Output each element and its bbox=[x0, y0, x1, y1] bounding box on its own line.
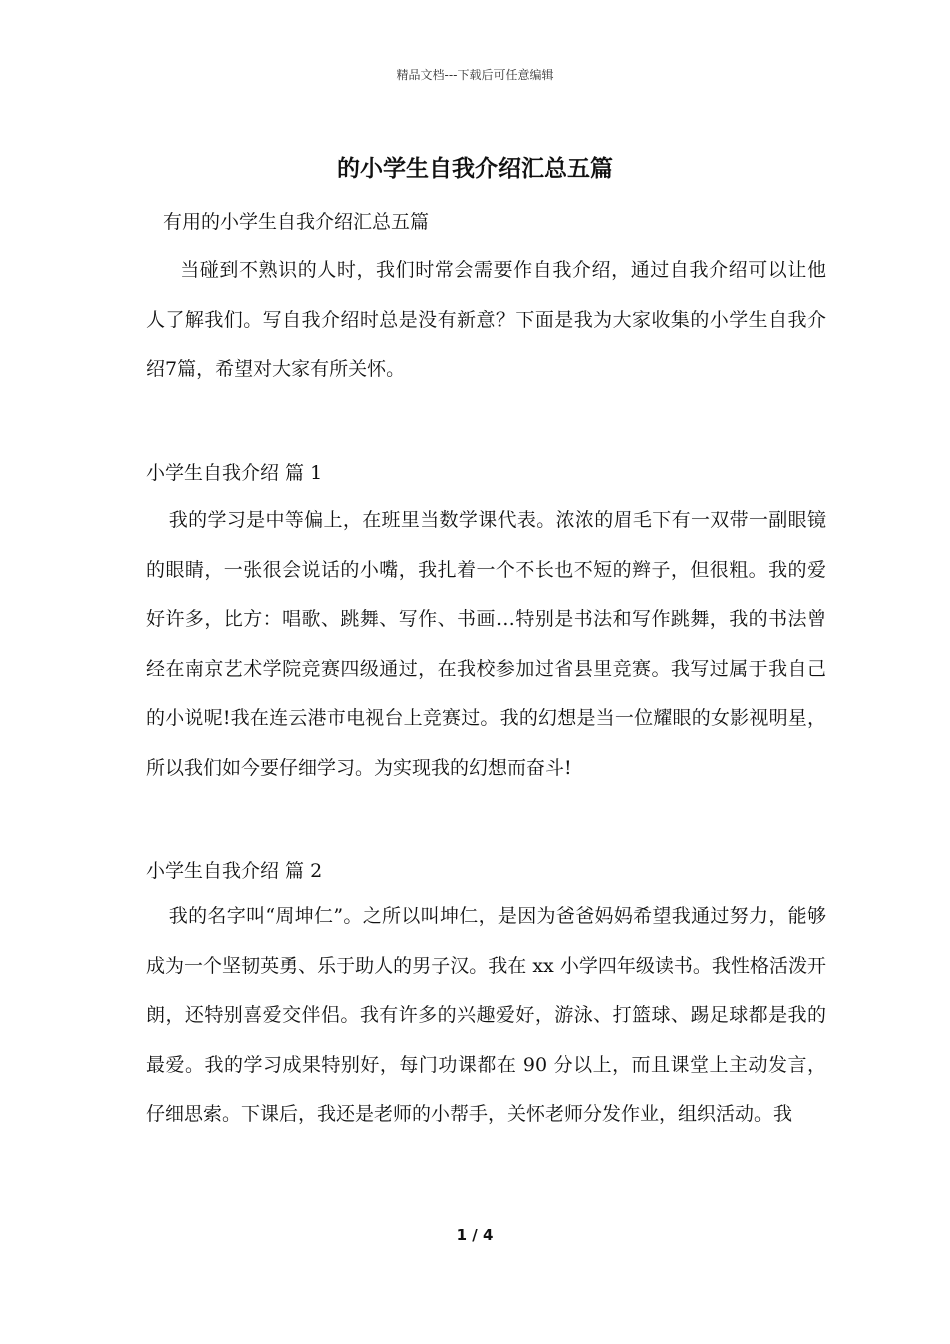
document-subtitle: 有用的小学生自我介绍汇总五篇 bbox=[163, 211, 430, 233]
section-body-1: 我的学习是中等偏上，在班里当数学课代表。浓浓的眉毛下有一双带一副眼镜的眼睛，一张很会说话的小嘴，我扎着一个不长也不短的辫子，但很粗。我的爱好许多，比方：唱歌、跳舞、写作、书画…特别是书法和写作跳舞，我的书法曾经在南京艺术学院竞赛四级通过，在我校参加过省县里竞赛。我写过属于我自己的小说呢!我在连云港市电视台上竞赛过。我的幻想是当一位耀眼的女影视明星，所以我们如今要仔细学习。为实现我的幻想而奋斗! bbox=[146, 509, 826, 779]
intro-paragraph: 当碰到不熟识的人时，我们时常会需要作自我介绍，通过自我介绍可以让他人了解我们。写自我介绍时总是没有新意？下面是我为大家收集的小学生自我介绍7篇，希望对大家有所关怀。 bbox=[146, 259, 826, 380]
section-body-2: 我的名字叫“周坤仁”。之所以叫坤仁，是因为爸爸妈妈希望我通过努力，能够成为一个坚韧英勇、乐于助人的男子汉。我在 xx 小学四年级读书。我性格活泼开朗，还特别喜爱交伴侣。我有许多的兴趣爱好，游泳、打篮球、踢足球都是我的最爱。我的学习成果特别好，每门功课都在 90 分以上，而且课堂上主动发言，仔细思索。下课后，我还是老师的小帮手，关怀老师分发作业，组织活动。我 bbox=[146, 905, 826, 1125]
section-heading-2: 小学生自我介绍 篇 2 bbox=[146, 860, 323, 882]
section-heading-1: 小学生自我介绍 篇 1 bbox=[146, 462, 323, 484]
document-title: 的小学生自我介绍汇总五篇 bbox=[337, 155, 613, 182]
page-header: 精品文档---下载后可任意编辑 bbox=[396, 68, 554, 82]
page-number: 1 / 4 bbox=[456, 1226, 494, 1244]
